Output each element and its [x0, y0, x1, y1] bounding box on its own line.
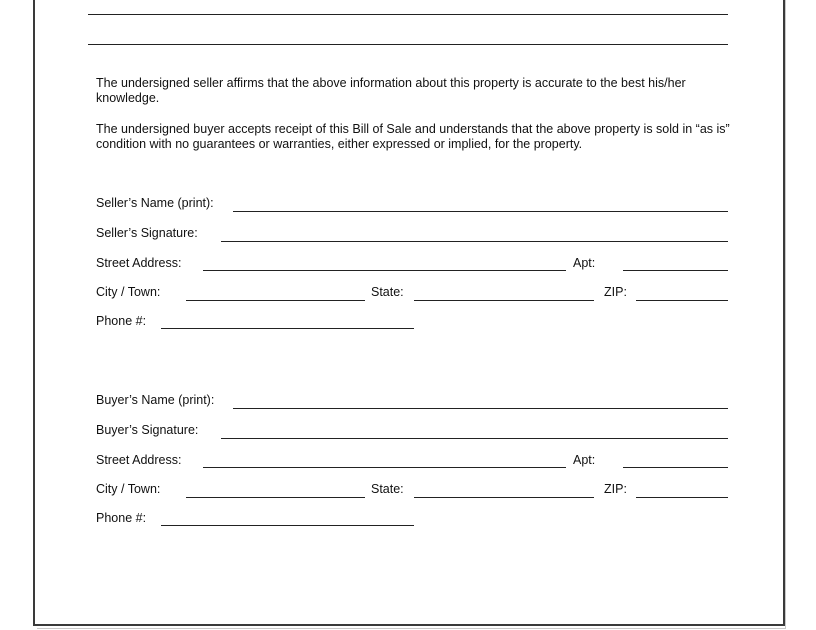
- description-line-2[interactable]: [88, 44, 728, 45]
- seller-state-label: State:: [371, 285, 404, 299]
- seller-street-label: Street Address:: [96, 256, 182, 270]
- seller-zip-field[interactable]: [636, 300, 728, 301]
- seller-city-label: City / Town:: [96, 285, 161, 299]
- seller-phone-label: Phone #:: [96, 314, 147, 328]
- buyer-name-label: Buyer’s Name (print):: [96, 393, 215, 407]
- description-line-1[interactable]: [88, 14, 728, 15]
- buyer-street-label: Street Address:: [96, 453, 182, 467]
- seller-affirmation-text: The undersigned seller affirms that the above information about this property is accurate to the best his/her knowledge.: [96, 76, 686, 105]
- buyer-city-field[interactable]: [186, 497, 365, 498]
- buyer-zip-field[interactable]: [636, 497, 728, 498]
- buyer-acceptance-text: The undersigned buyer accepts receipt of this Bill of Sale and understands that the above property is sold in “as is” condition with no guarantees or warranties, either expressed or implied, for the property.: [96, 122, 730, 151]
- buyer-name-field[interactable]: [233, 408, 728, 409]
- buyer-state-label: State:: [371, 482, 404, 496]
- buyer-street-field[interactable]: [203, 467, 566, 468]
- buyer-signature-field[interactable]: [221, 438, 728, 439]
- buyer-apt-label: Apt:: [573, 453, 596, 467]
- seller-zip-label: ZIP:: [604, 285, 627, 299]
- seller-city-field[interactable]: [186, 300, 365, 301]
- buyer-apt-field[interactable]: [623, 467, 728, 468]
- seller-state-field[interactable]: [414, 300, 594, 301]
- seller-street-field[interactable]: [203, 270, 566, 271]
- seller-name-label: Seller’s Name (print):: [96, 196, 214, 210]
- seller-signature-field[interactable]: [221, 241, 728, 242]
- seller-apt-label: Apt:: [573, 256, 596, 270]
- buyer-state-field[interactable]: [414, 497, 594, 498]
- seller-phone-field[interactable]: [161, 328, 414, 329]
- buyer-city-label: City / Town:: [96, 482, 161, 496]
- seller-name-field[interactable]: [233, 211, 728, 212]
- seller-apt-field[interactable]: [623, 270, 728, 271]
- buyer-zip-label: ZIP:: [604, 482, 627, 496]
- seller-signature-label: Seller’s Signature:: [96, 226, 198, 240]
- buyer-signature-label: Buyer’s Signature:: [96, 423, 199, 437]
- buyer-phone-label: Phone #:: [96, 511, 147, 525]
- buyer-phone-field[interactable]: [161, 525, 414, 526]
